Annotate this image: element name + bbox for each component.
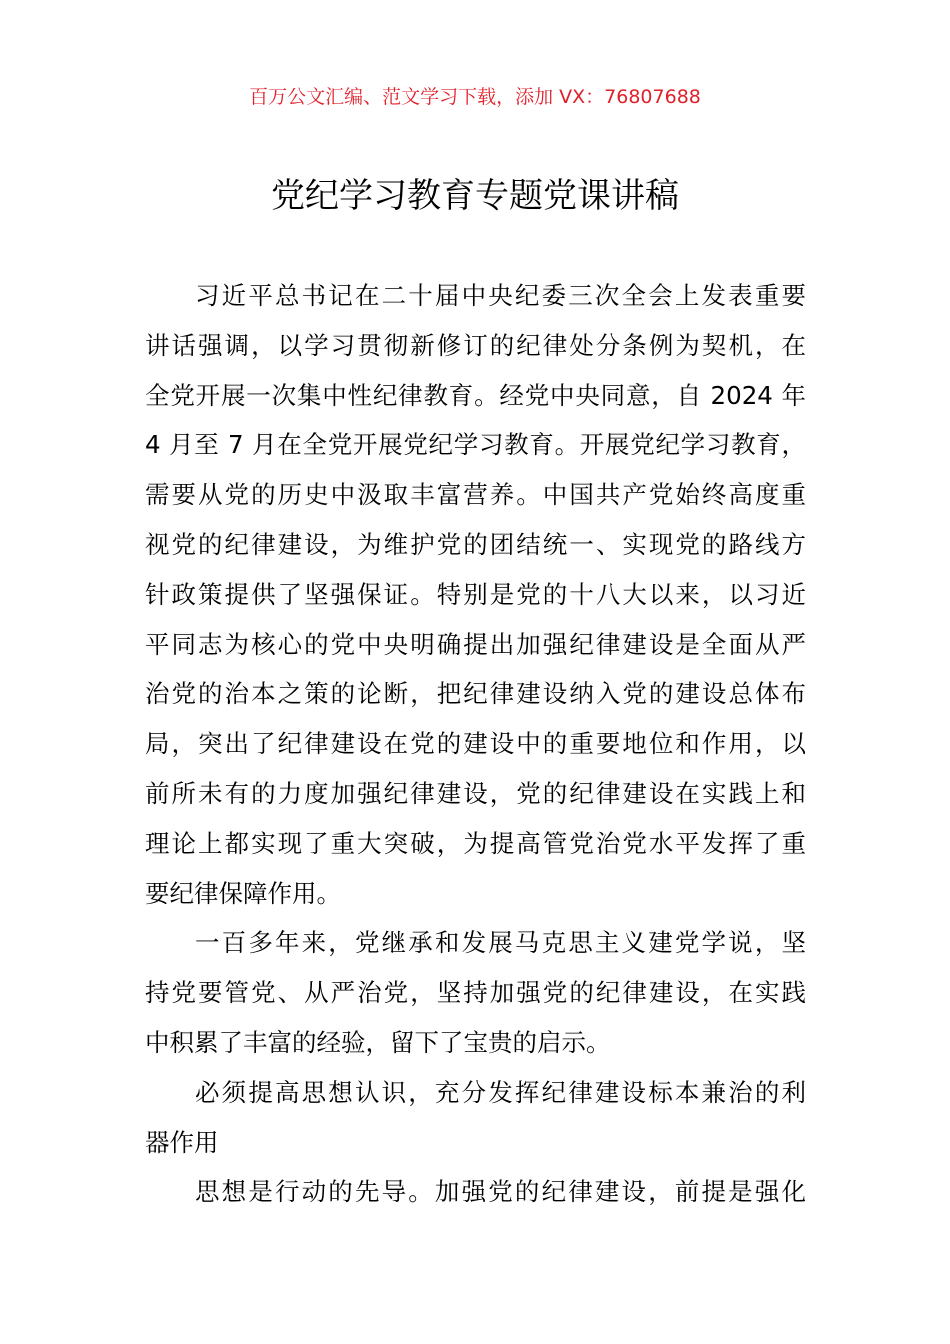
text-line: 全党开展一次集中性纪律教育。经党中央同意，自 2024 年 bbox=[145, 380, 806, 410]
document-title: 党纪学习教育专题党课讲稿 bbox=[271, 176, 679, 216]
text-line: 中积累了丰富的经验，留下了宝贵的启示。 bbox=[145, 1027, 611, 1057]
text-line: 平同志为核心的党中央明确提出加强纪律建设是全面从严 bbox=[145, 629, 806, 659]
text-line: 4 月至 7 月在全党开展党纪学习教育。开展党纪学习教育， bbox=[145, 430, 806, 460]
text-line: 局，突出了纪律建设在党的建设中的重要地位和作用，以 bbox=[145, 729, 806, 759]
text-line: 器作用 bbox=[145, 1127, 219, 1157]
section-heading bbox=[145, 1068, 806, 1168]
document-body bbox=[145, 271, 806, 1217]
text-line: 治党的治本之策的论断，把纪律建设纳入党的建设总体布 bbox=[145, 679, 806, 709]
text-line: 针政策提供了坚强保证。特别是党的十八大以来，以习近 bbox=[145, 579, 806, 609]
text-line: 讲话强调，以学习贯彻新修订的纪律处分条例为契机，在 bbox=[145, 330, 806, 360]
paragraph bbox=[145, 1167, 806, 1217]
watermark-header: 百万公文汇编、范文学习下载，添加 VX：76807688 bbox=[249, 86, 701, 108]
paragraph bbox=[145, 918, 806, 1067]
paragraph bbox=[145, 271, 806, 918]
text-line: 持党要管党、从严治党，坚持加强党的纪律建设，在实践 bbox=[145, 978, 806, 1008]
text-line: 一百多年来，党继承和发展马克思主义建党学说，坚 bbox=[195, 928, 806, 958]
text-line: 习近平总书记在二十届中央纪委三次全会上发表重要 bbox=[195, 281, 806, 310]
text-line: 视党的纪律建设，为维护党的团结统一、实现党的路线方 bbox=[145, 529, 806, 559]
text-line: 理论上都实现了重大突破，为提高管党治党水平发挥了重 bbox=[145, 828, 806, 858]
text-line: 必须提高思想认识，充分发挥纪律建设标本兼治的利 bbox=[195, 1077, 806, 1107]
text-line: 要纪律保障作用。 bbox=[145, 878, 341, 908]
text-line: 前所未有的力度加强纪律建设，党的纪律建设在实践上和 bbox=[145, 778, 806, 808]
text-line: 思想是行动的先导。加强党的纪律建设，前提是强化 bbox=[195, 1177, 806, 1207]
text-line: 需要从党的历史中汲取丰富营养。中国共产党始终高度重 bbox=[145, 480, 806, 510]
